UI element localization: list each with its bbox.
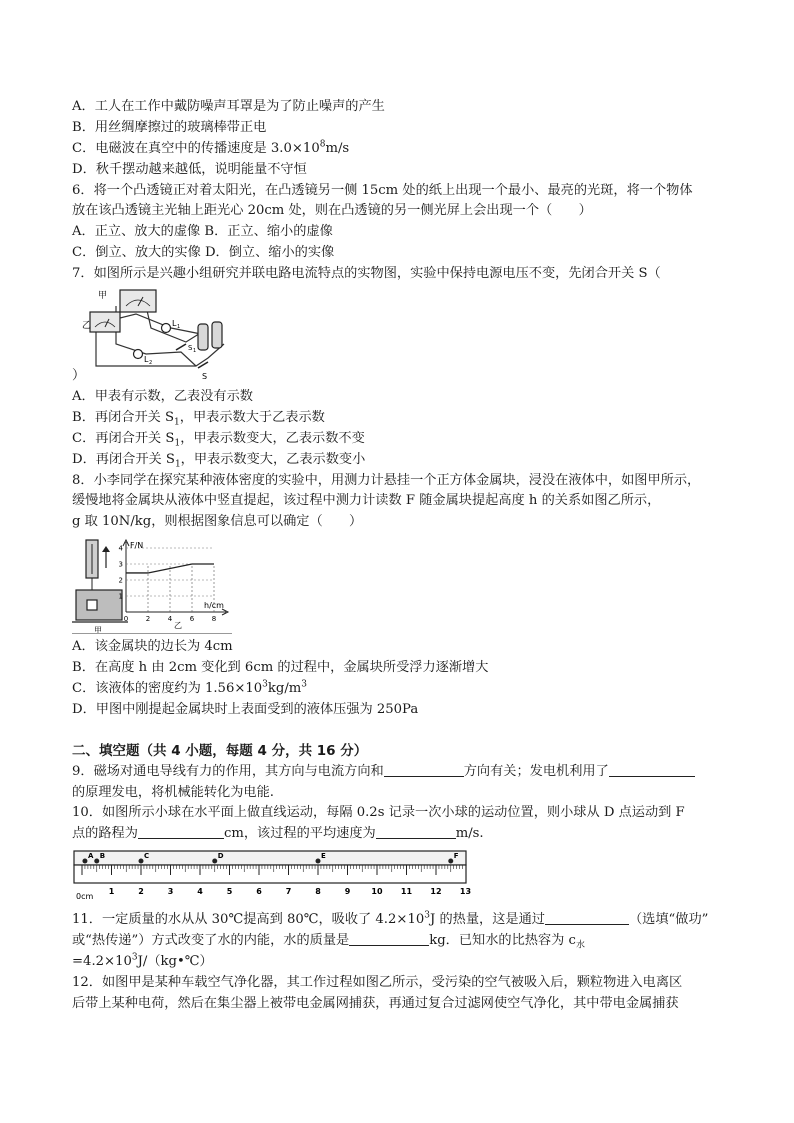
ruler-point-label: E <box>321 852 326 860</box>
q7-option-d: D．再闭合开关 $S_1$，甲表示数变大，乙表示数变小 <box>72 452 366 470</box>
ruler-zero: 0cm <box>76 892 94 901</box>
ruler-number: 13 <box>459 887 472 896</box>
section-title: 二、填空题（共 4 小题，每题 4 分，共 16 分） <box>72 743 368 759</box>
ruler-number: 10 <box>371 887 383 896</box>
q6-options-cd: C．倒立、放大的实像 D．倒立、缩小的实像 <box>72 245 335 260</box>
q9-blank-1[interactable] <box>384 762 464 777</box>
label-yi: 乙 <box>82 321 92 331</box>
label-l1-sub: 1 <box>177 324 181 330</box>
ruler-ball <box>139 859 144 864</box>
y-axis-label: F/N <box>130 541 144 550</box>
label-l2-sub: 2 <box>149 360 153 366</box>
ruler-point-label: D <box>217 852 224 860</box>
q8-option-c: C．该液体的密度约为 $1.56\times 10^3kg/m^3$ <box>72 679 308 696</box>
switch-s1 <box>176 344 186 350</box>
ruler-ball <box>448 859 453 864</box>
y-tick-label: 4 <box>118 544 123 553</box>
fig-jia-label: 甲 <box>94 626 102 634</box>
q7-circuit-figure <box>76 284 236 382</box>
q5-option-b: B．用丝绸摩擦过的玻璃棒带正电 <box>72 120 267 135</box>
y-tick-label: 2 <box>118 576 123 585</box>
q11-blank-2[interactable] <box>349 931 429 946</box>
ruler-number: 8 <box>315 887 321 896</box>
ruler-number: 12 <box>430 887 442 896</box>
ruler-point-label: F <box>453 852 459 860</box>
q10-line2: 点的路程为 cm，该过程的平均速度为 m/s. <box>72 826 484 841</box>
ruler-number: 3 <box>167 887 174 896</box>
label-s1-sub: 1 <box>193 348 197 354</box>
q10-line1: 10．如图所示小球在水平面上做直线运动，每隔 0.2s 记录一次小球的运动位置，则小球从 D 点运动到 F <box>72 805 685 820</box>
ruler-number: 9 <box>344 887 351 896</box>
bulb-l1 <box>162 324 171 333</box>
label-jia: 甲 <box>98 291 108 301</box>
q7-option-c: C．再闭合开关 $S_1$，甲表示数变大，乙表示数不变 <box>72 431 365 449</box>
q10-ruler-figure <box>72 848 472 902</box>
q5-option-d: D．秋千摆动越来越低，说明能量不守恒 <box>72 162 307 177</box>
q8-stem-line2: 缓慢地将金属块从液体中竖直提起，该过程中测力计读数 F 随金属块提起高度 h 的关系如图乙所示， <box>72 493 661 508</box>
q10-blank-1[interactable] <box>138 824 224 839</box>
bulb-l2 <box>134 350 143 359</box>
ruler-ball <box>212 859 217 864</box>
ruler-number: 1 <box>108 887 115 896</box>
battery-1 <box>198 324 208 350</box>
q8-stem-line1: 8．小李同学在探究某种液体密度的实验中，用测力计悬挂一个正方体金属块，浸没在液体中，如图甲所示， <box>72 473 701 488</box>
q11-blank-1[interactable] <box>545 910 629 925</box>
q8-chart <box>116 538 238 634</box>
x-axis-label: h/cm <box>204 601 224 610</box>
q11-line2: 或“热传递”）方式改变了水的内能，水的质量是 kg．已知水的比热容为 $c_水$ <box>72 933 585 951</box>
q9-line2: 的原理发电，将机械能转化为电能. <box>72 785 275 800</box>
label-l2: L <box>144 355 149 364</box>
q11-line3: $=4.2\times 10^3J/(kg•℃)$ <box>72 952 213 969</box>
x-tick-label: 2 <box>145 615 151 623</box>
q8-figure-divider <box>72 633 232 634</box>
y-tick-label: 3 <box>118 560 123 569</box>
battery-2 <box>212 322 222 348</box>
fig-yi-label: 乙 <box>174 621 182 630</box>
ruler-ball <box>94 859 99 864</box>
q5-option-a: A．工人在工作中戴防噪声耳罩是为了防止噪声的产生 <box>72 99 385 114</box>
ruler-ball <box>82 859 87 864</box>
ruler-point-label: B <box>99 852 106 860</box>
q5-option-c: C．电磁波在真空中的传播速度是 $3.0\times 10^8m/s$ <box>72 139 350 156</box>
q10-blank-2[interactable] <box>376 824 456 839</box>
q11-line1: 11．一定质量的水从从 30℃提高到 80℃，吸收了 $4.2\times 10^3J$ 的热量，这是通过 （选填“做功” <box>72 910 709 927</box>
x-tick-label: 4 <box>167 615 173 623</box>
q8-option-d: D．甲图中刚提起金属块时上表面受到的液体压强为 250Pa <box>72 702 419 717</box>
ruler-point-label: A <box>87 852 94 860</box>
x-tick-label: 6 <box>189 615 195 623</box>
label-s1: S <box>188 344 193 352</box>
y-tick-label: 1 <box>118 592 123 601</box>
q8-stem-line3: g 取 10N/kg，则根据图象信息可以确定（ ） <box>72 514 363 529</box>
label-l1: L <box>172 319 177 328</box>
q12-line2: 后带上某种电荷，然后在集尘器上被带电金属网捕获，再通过复合过滤网使空气净化，其中带电金属捕获 <box>72 996 679 1011</box>
q8-option-a: A．该金属块的边长为 4cm <box>72 639 233 654</box>
q6-stem-line2: 放在该凸透镜主光轴上距光心 20cm 处，则在凸透镜的另一侧光屏上会出现一个（ ） <box>72 203 592 218</box>
ruler-number: 5 <box>226 887 233 896</box>
q7-stem-close: ） <box>72 368 86 383</box>
q6-stem-line1: 6．将一个凸透镜正对着太阳光，在凸透镜另一侧 15cm 处的纸上出现一个最小、最亮的光斑，将一个物体 <box>72 183 693 198</box>
ruler-ball <box>316 859 321 864</box>
q9-blank-2[interactable] <box>609 762 695 777</box>
meter-jia <box>120 290 156 312</box>
q7-option-b: B．再闭合开关 $S_1$，甲表示数大于乙表示数 <box>72 410 325 428</box>
ruler-number: 11 <box>400 887 413 896</box>
label-s: S <box>202 372 208 381</box>
x-tick-label: 0 <box>123 615 129 623</box>
ruler-number: 2 <box>138 887 144 896</box>
q8-option-b: B．在高度 h 由 2cm 变化到 6cm 的过程中，金属块所受浮力逐渐增大 <box>72 660 489 675</box>
q7-option-a: A．甲表有示数，乙表没有示数 <box>72 389 253 404</box>
ruler-point-label: C <box>144 852 150 860</box>
q7-stem: 7．如图所示是兴趣小组研究并联电路电流特点的实物图，实验中保持电源电压不变，先闭合开关 S（ <box>72 266 661 281</box>
ruler-number: 7 <box>285 887 292 896</box>
ruler-number: 4 <box>197 887 203 896</box>
x-tick-label: 8 <box>211 615 217 623</box>
q12-line1: 12．如图甲是某种车载空气净化器，其工作过程如图乙所示，受污染的空气被吸入后，颗粒物进入电离区 <box>72 975 683 990</box>
q9-line1: 9．磁场对通电导线有力的作用，其方向与电流方向和 方向有关；发电机利用了 <box>72 762 695 782</box>
ruler-number: 6 <box>256 887 262 896</box>
q6-options-ab: A．正立、放大的虚像 B．正立、缩小的虚像 <box>72 224 333 239</box>
switch-s <box>198 362 208 368</box>
